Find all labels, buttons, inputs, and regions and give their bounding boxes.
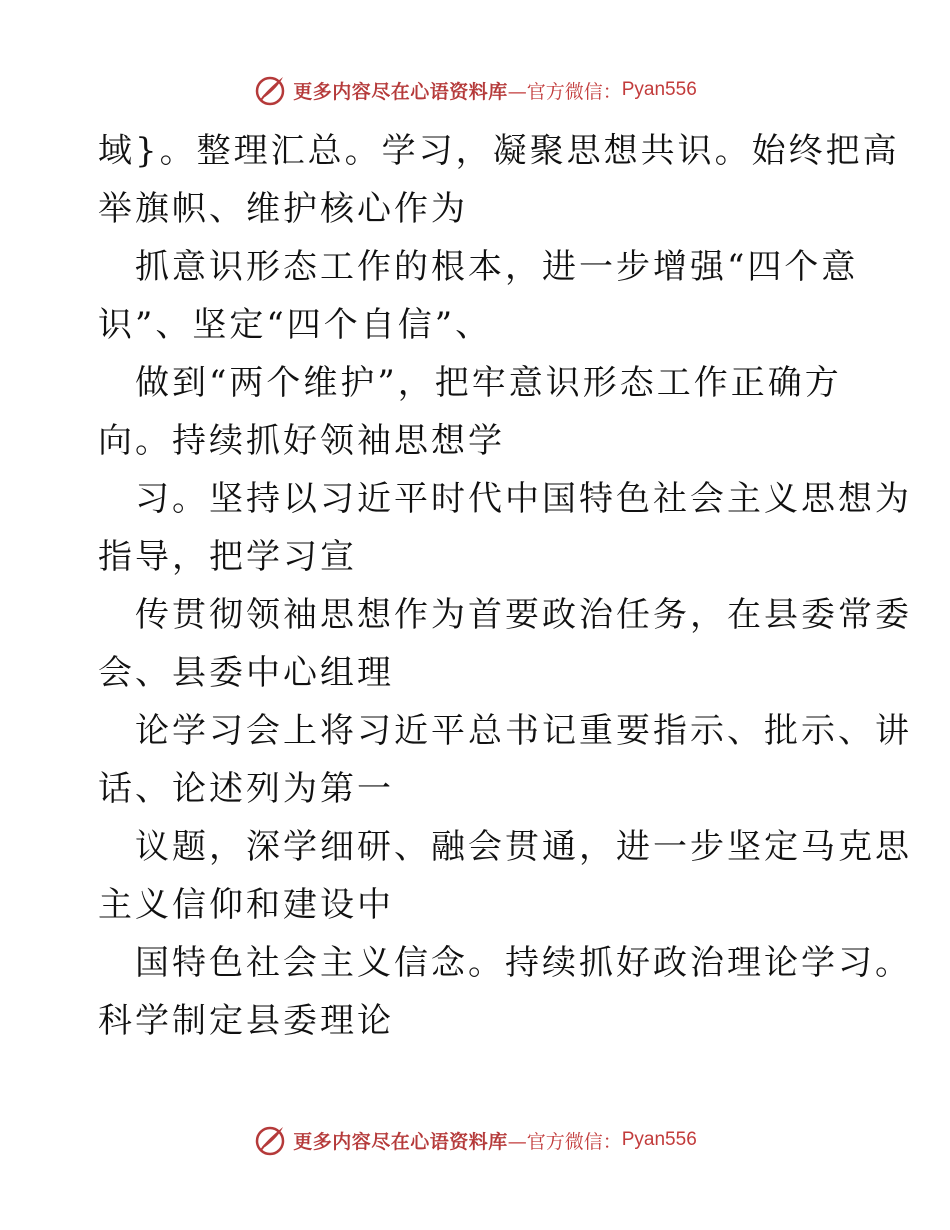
watermark-wechat-id: Pyan556 — [621, 79, 697, 100]
text-line: 国特色社会主义信念。持续抓好政治理论学习。 — [135, 943, 912, 983]
text-line: 举旗帜、维护核心作为 — [98, 189, 468, 229]
text-line: 话、论述列为第一 — [98, 769, 394, 809]
watermark-brand: 更多内容尽在心语资料库 — [293, 1130, 508, 1153]
text-line: 主义信仰和建设中 — [98, 885, 394, 925]
text-line: 会、县委中心组理 — [98, 653, 394, 693]
header-watermark — [0, 70, 950, 110]
quill-logo-icon — [253, 1123, 287, 1157]
text-line: 指导，把学习宣 — [98, 537, 357, 577]
text-line: 域}。整理汇总。学习，凝聚思想共识。始终把高 — [98, 131, 900, 171]
watermark-brand: 更多内容尽在心语资料库 — [293, 80, 508, 103]
footer-watermark — [0, 1120, 950, 1160]
text-line: 做到“两个维护”，把牢意识形态工作正确方 — [135, 363, 842, 403]
quill-logo-icon — [253, 73, 287, 107]
text-line: 议题，深学细研、融会贯通，进一步坚定马克思 — [135, 827, 912, 867]
text-line: 向。持续抓好领袖思想学 — [98, 421, 505, 461]
document-body — [98, 122, 912, 1050]
text-line: 识”、坚定“四个自信”、 — [98, 305, 493, 345]
text-line: 传贯彻领袖思想作为首要政治任务，在县委常委 — [135, 595, 912, 635]
watermark-separator: —官方微信： — [507, 80, 622, 103]
watermark-separator: —官方微信： — [507, 1130, 622, 1153]
text-line: 科学制定县委理论 — [98, 1001, 394, 1041]
text-line: 论学习会上将习近平总书记重要指示、批示、讲 — [135, 711, 912, 751]
watermark-wechat-id: Pyan556 — [621, 1129, 697, 1150]
text-line: 习。坚持以习近平时代中国特色社会主义思想为 — [135, 479, 912, 519]
text-line: 抓意识形态工作的根本，进一步增强“四个意 — [135, 247, 859, 287]
